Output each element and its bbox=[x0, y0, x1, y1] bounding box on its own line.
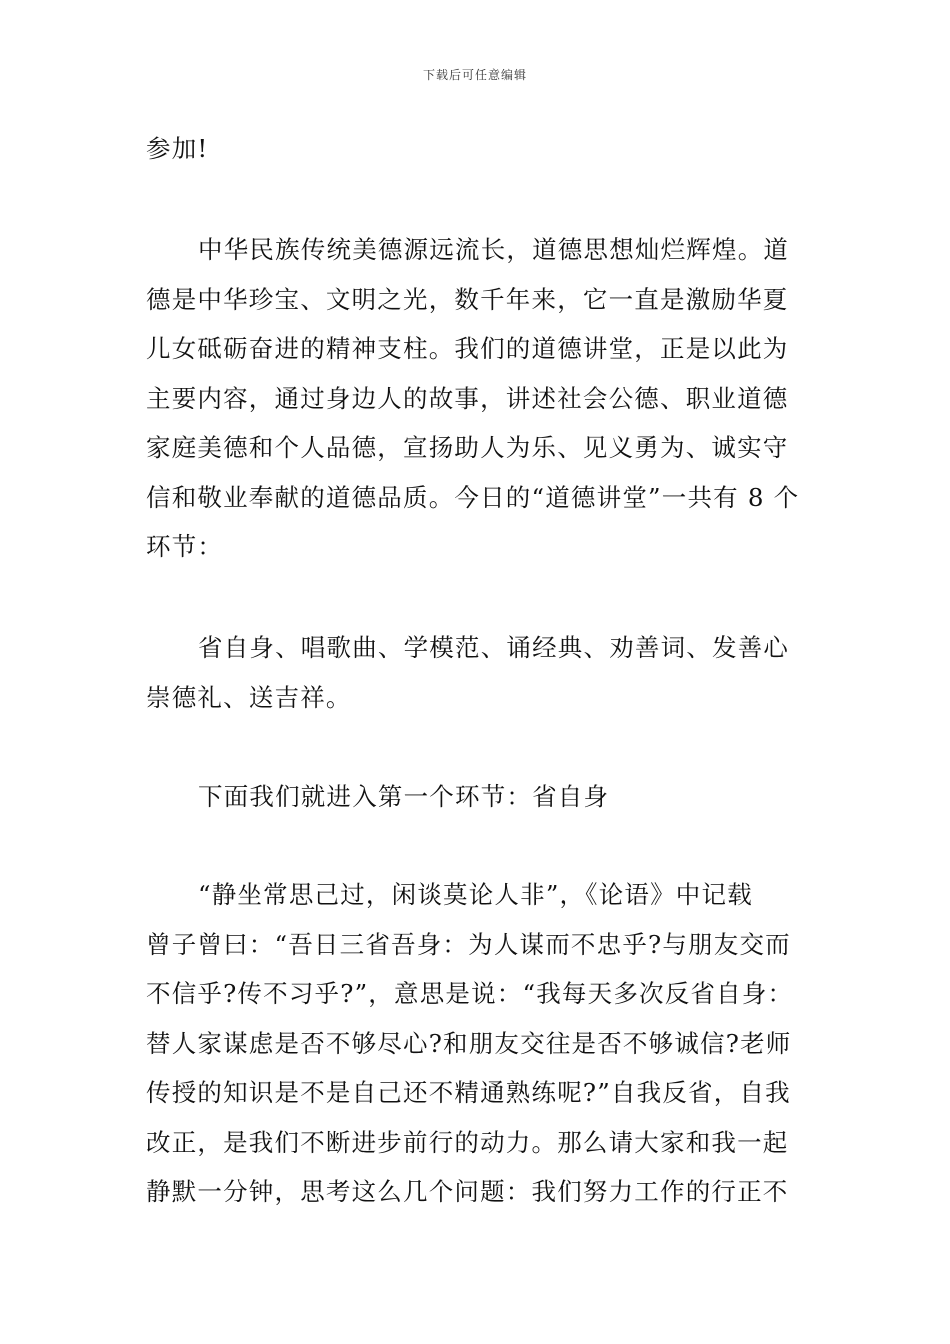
text-line: 家庭美德和个人品德，宣扬助人为乐、见义勇为、诚实守 bbox=[146, 433, 789, 462]
text-line: 省自身、唱歌曲、学模范、诵经典、劝善词、发善心 bbox=[198, 633, 790, 662]
text-line: 不信乎?传不习乎?”，意思是说：“我每天多次反省自身： bbox=[146, 979, 794, 1008]
text-line: 中华民族传统美德源远流长，道德思想灿烂辉煌。道 bbox=[198, 235, 790, 264]
paragraph-reflection bbox=[146, 870, 810, 1217]
text-line: 德是中华珍宝、文明之光，数千年来，它一直是激励华夏 bbox=[146, 284, 789, 314]
text-line: 参加! bbox=[146, 134, 209, 163]
paragraph-intro bbox=[146, 225, 810, 572]
paragraph bbox=[146, 225, 810, 572]
paragraph bbox=[146, 772, 810, 822]
text-line: 信和敬业奉献的道德品质。今日的“道德讲堂”一共有 8 个 bbox=[146, 482, 800, 512]
text-line: 改正，是我们不断进步前行的动力。那么请大家和我一起 bbox=[146, 1127, 789, 1157]
paragraph-closing bbox=[146, 124, 810, 174]
paragraph bbox=[146, 623, 810, 722]
text-line: “静坐常思己过，闲谈莫论人非”，《论语》中记载 bbox=[198, 880, 753, 909]
text-line: 曾子曾曰：“吾日三省吾身：为人谋而不忠乎?与朋友交而 bbox=[146, 929, 791, 959]
page-header: 下载后可任意编辑 bbox=[422, 68, 527, 82]
text-line: 传授的知识是不是自己还不精通熟练呢?”自我反省，自我 bbox=[146, 1078, 791, 1107]
paragraph-sections bbox=[146, 623, 810, 722]
text-line: 主要内容，通过身边人的故事，讲述社会公德、职业道德 bbox=[146, 383, 789, 413]
text-line: 崇德礼、送吉祥。 bbox=[146, 682, 352, 712]
paragraph bbox=[146, 124, 810, 174]
paragraph-transition bbox=[146, 772, 810, 822]
text-line: 环节： bbox=[146, 532, 224, 561]
text-line: 替人家谋虑是否不够尽心?和朋友交往是否不够诚信?老师 bbox=[146, 1028, 792, 1058]
text-line: 儿女砥砺奋进的精神支柱。我们的道德讲堂，正是以此为 bbox=[146, 334, 789, 363]
text-line: 静默一分钟，思考这么几个问题：我们努力工作的行正不 bbox=[146, 1177, 789, 1206]
paragraph bbox=[146, 870, 810, 1217]
text-line: 下面我们就进入第一个环节：省自身 bbox=[198, 782, 610, 811]
